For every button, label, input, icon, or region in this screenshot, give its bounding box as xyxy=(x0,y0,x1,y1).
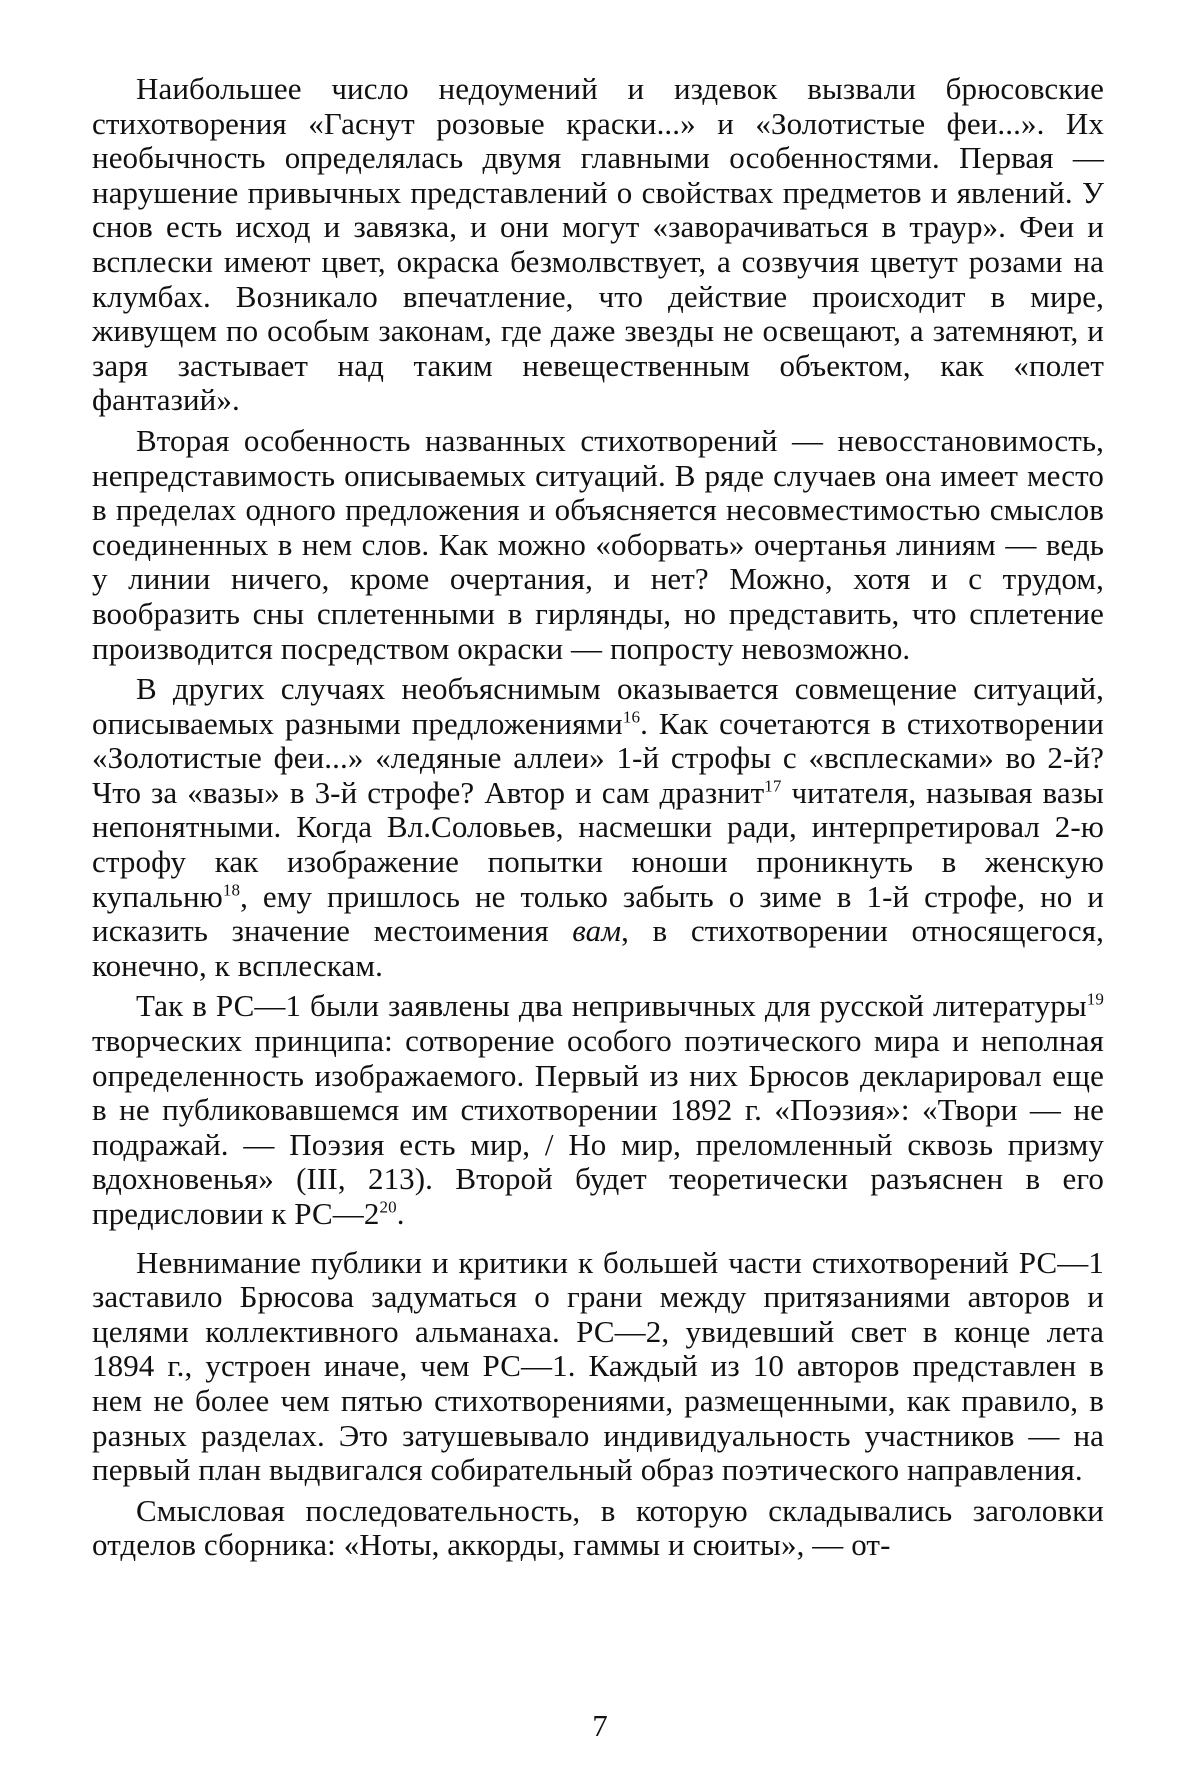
text-run: , ему пришлось не только забыть о зиме в 1-й строфе, но и исказить значение местоимения xyxy=(92,878,1104,949)
text-run: . xyxy=(396,1196,405,1231)
paragraph-2 xyxy=(92,424,1104,666)
paragraph-5 xyxy=(92,1246,1104,1488)
paragraph-1 xyxy=(92,72,1104,418)
text-run: Так в РС—1 были заявлены два непривычных для русской литературы xyxy=(136,988,1087,1024)
paragraph-6 xyxy=(92,1494,1104,1563)
page-body xyxy=(92,72,1104,1569)
text-run: Невнимание публики и критики к большей части стихотворений РС—1 заставило Брюсова задуматься о грани между притязаниями авторов и целями коллективного альманаха. РС—2, увидевший свет в конце лета 1894 г., устроен иначе, чем РС—1. Каждый из 10 авторов представлен в нем не более чем пятью стихотворениями, размещенными, как правило, в разных разделах. Это затушевывало индивидуальность участников — на первый план выдвигался собирательный образ поэтического направления. xyxy=(92,1244,1104,1488)
text-run: , в стихотворении относящегося, конечно, к всплескам. xyxy=(92,913,1104,983)
paragraph-4 xyxy=(92,989,1104,1231)
footnote-ref: 19 xyxy=(1086,990,1104,1010)
footnote-ref: 20 xyxy=(379,1197,397,1217)
text-run: В других случаях необъяснимым оказывается совмещение ситуаций, описываемых разными предложениями xyxy=(92,671,1104,741)
text-run: Наибольшее число недоумений и издевок вызвали брюсовские стихотворения «Гаснут розовые краски...» и «Золотистые феи...». Их необычность определялась двумя главными особенностями. Первая — нарушение привычных представлений о свойствах предметов и явлений. У снов есть исход и завязка, и они могут «заворачиваться в траур». Феи и всплески имеют цвет, окраска безмолвствует, а созвучия цветут розами на клумбах. Возникало впечатление, что действие происходит в мире, живущем по особым законам, где даже звезды не освещают, а затемняют, и заря застывает над таким невещественным объектом, как «полет фантазий». xyxy=(92,71,1104,418)
footnote-ref: 16 xyxy=(622,707,641,727)
text-run: Вторая особенность названных стихотворений — невосстановимость, непредставимость описываемых ситуаций. В ряде случаев она имеет место в пределах одного предложения и объясняется несовместимостью смыслов соединенных в нем слов. Как можно «оборвать» очертанья линиям — ведь у линии ничего, кроме очертания, и нет? Можно, хотя и с трудом, вообразить сны сплетенными в гирлянды, но представить, что сплетение производится посредством окраски — попросту невозможно. xyxy=(92,422,1104,666)
paragraph-3 xyxy=(92,672,1104,983)
footnote-ref: 17 xyxy=(764,776,782,796)
text-run: читателя, называя вазы непонятными. Когда Вл.Соловьев, насмешки ради, интерпретировал 2-ю строфу как изображение попытки юноши проникнуть в женскую купальню xyxy=(92,774,1104,914)
text-run: . Как сочетаются в стихотворении «Золотистые феи...» «ледяные аллеи» 1-й строфы с «всплесками» во 2-й? Что за «вазы» в 3-й строфе? Автор и сам дразнит xyxy=(92,705,1104,810)
text-run: творческих принципа: сотворение особого поэтического мира и неполная определенность изображаемого. Первый из них Брюсов декларировал еще в не публиковавшемся им стихотворении 1892 г. «Поэзия»: «Твори — не подражай. — Поэзия есть мир, / Но мир, преломленный сквозь призму вдохновенья» (III, 213). Второй будет теоретически разъяснен в его предисловии к РС—2 xyxy=(92,1023,1104,1231)
text-run: Смысловая последовательность, в которую складывались заголовки отделов сборника: «Ноты, аккорды, гаммы и сюиты», — от- xyxy=(92,1492,1104,1563)
emphasis-text: вам xyxy=(572,913,622,949)
page-number: 7 xyxy=(592,1708,608,1743)
footnote-ref: 18 xyxy=(222,880,241,900)
